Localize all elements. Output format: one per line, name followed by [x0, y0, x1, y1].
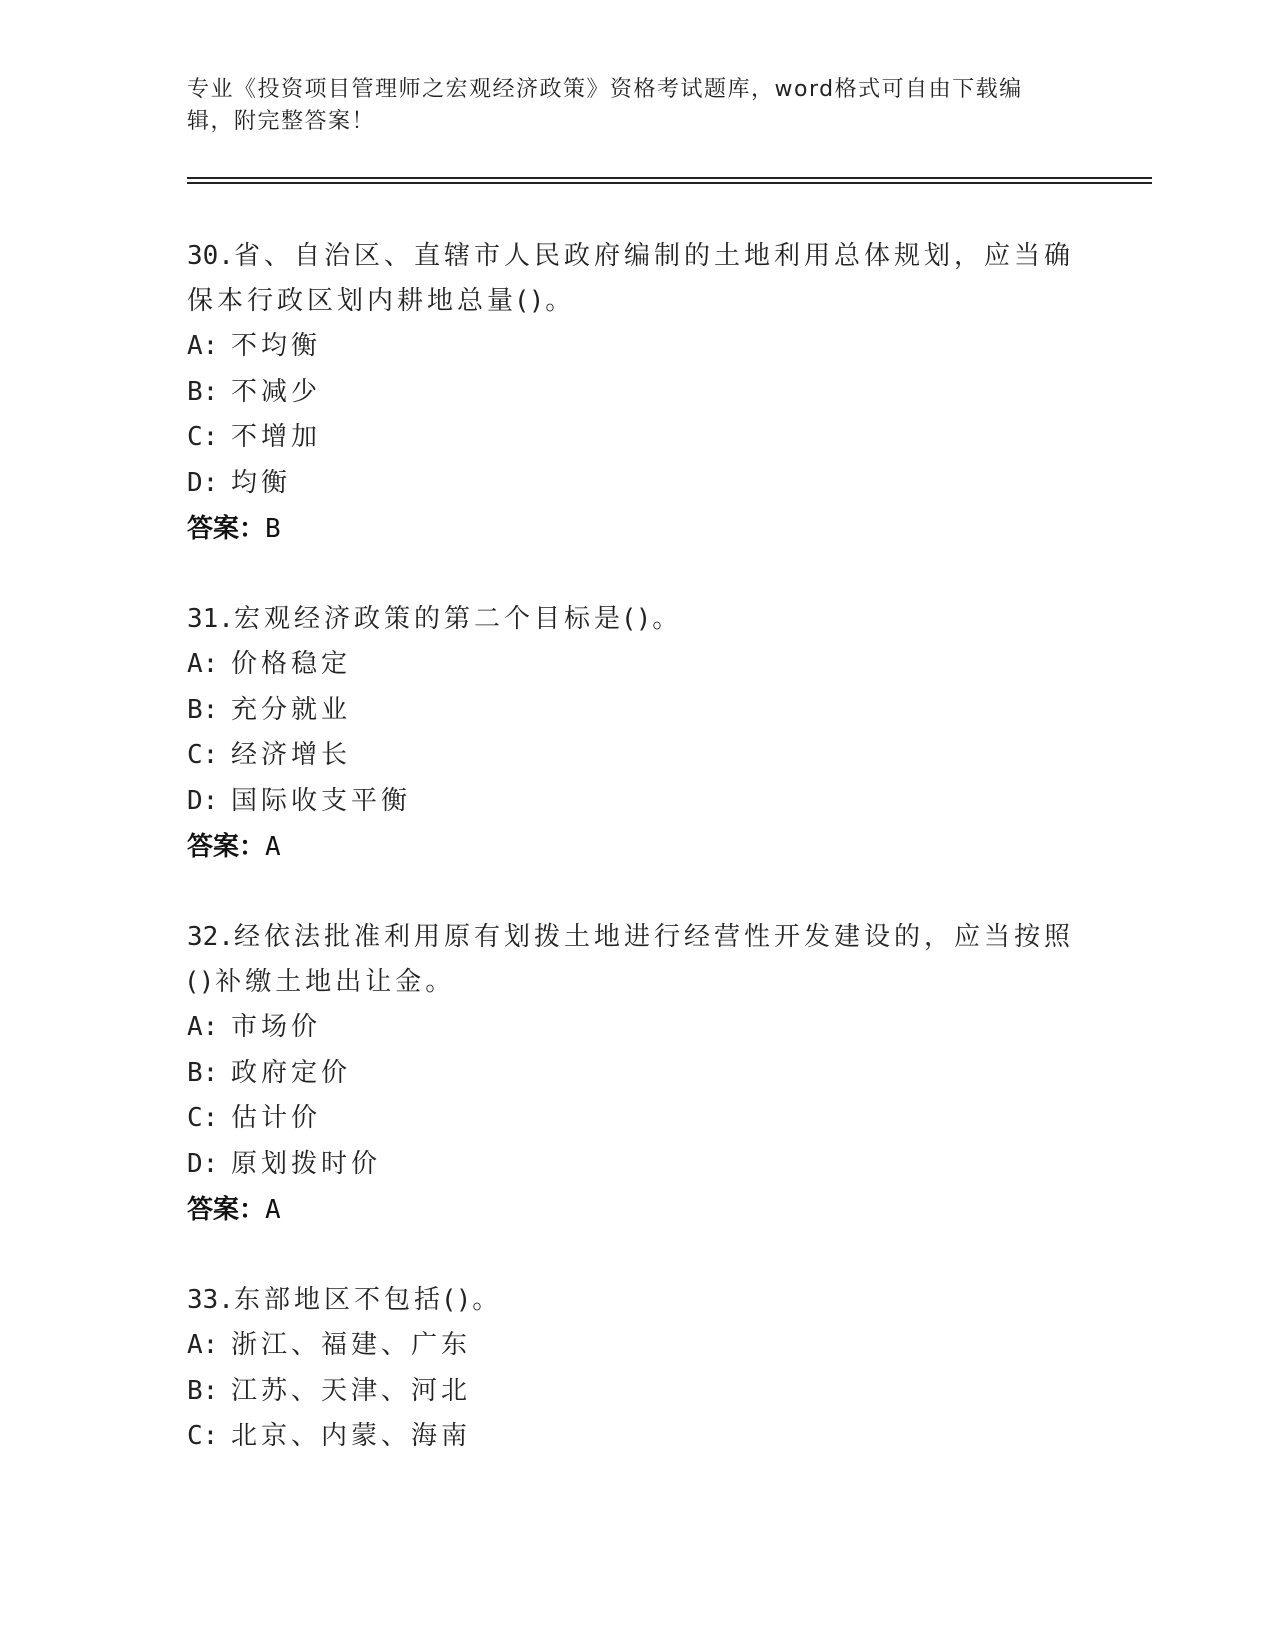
question-text: 经依法批准利用原有划拨土地进行经营性开发建设的，应当按照()补缴土地出让金。: [187, 922, 1074, 997]
option-key: C:: [187, 1421, 219, 1451]
question-stem: [187, 915, 1087, 1005]
question-32: [187, 915, 1087, 1233]
answer-value: B: [265, 514, 281, 544]
option-key: A:: [187, 1012, 219, 1042]
answer-label: 答案：: [187, 1195, 266, 1225]
option-c: [187, 1096, 1087, 1142]
option-text: 市场价: [231, 1012, 322, 1042]
option-key: B:: [187, 1375, 219, 1406]
answer-label: 答案：: [187, 514, 266, 544]
option-text: 北京、内蒙、海南: [231, 1421, 472, 1451]
option-b: [187, 1051, 1087, 1097]
option-text: 江苏、天津、河北: [231, 1375, 472, 1406]
header-rule-bottom: [187, 182, 1152, 184]
option-b: [187, 688, 1087, 734]
option-a: [187, 642, 1087, 688]
answer-line: [187, 1187, 1087, 1233]
option-a: [187, 324, 1087, 370]
option-key: B:: [187, 694, 219, 725]
question-number: 32.: [187, 922, 234, 952]
option-text: 估计价: [231, 1103, 322, 1133]
option-key: B:: [187, 376, 219, 407]
question-number: 31.: [187, 604, 234, 634]
question-number: 33.: [187, 1285, 234, 1315]
option-key: A:: [187, 1330, 219, 1360]
question-stem: [187, 234, 1087, 324]
option-key: D:: [187, 467, 219, 498]
option-text: 不增加: [231, 422, 322, 452]
question-text: 东部地区不包括()。: [233, 1285, 503, 1315]
option-d: [187, 461, 1087, 507]
answer-line: [187, 506, 1087, 552]
question-number: 30.: [187, 241, 234, 271]
option-c: [187, 415, 1087, 461]
question-33: [187, 1278, 1087, 1460]
option-d: [187, 1142, 1087, 1188]
option-a: [187, 1323, 1087, 1369]
option-d: [187, 779, 1087, 825]
option-key: C:: [187, 422, 219, 452]
option-key: D:: [187, 785, 219, 816]
option-key: B:: [187, 1057, 219, 1088]
option-text: 不均衡: [231, 331, 322, 361]
option-a: [187, 1005, 1087, 1051]
question-stem: [187, 597, 1087, 642]
question-30: [187, 234, 1087, 552]
answer-value: A: [265, 1195, 281, 1225]
question-31: [187, 597, 1087, 870]
option-key: A:: [187, 649, 219, 679]
option-key: C:: [187, 740, 219, 770]
answer-line: [187, 824, 1087, 870]
option-c: [187, 1414, 1087, 1460]
option-text: 浙江、福建、广东: [231, 1330, 472, 1360]
option-text: 经济增长: [231, 740, 352, 770]
option-b: [187, 370, 1087, 416]
option-key: D:: [187, 1148, 219, 1179]
option-text: 不减少: [231, 376, 322, 407]
question-stem: [187, 1278, 1087, 1323]
page-header-text: 专业《投资项目管理师之宏观经济政策》资格考试题库，word格式可自由下载编辑，附完整答案！: [187, 77, 1023, 134]
question-text: 宏观经济政策的第二个目标是()。: [233, 604, 683, 634]
option-text: 政府定价: [231, 1057, 352, 1088]
option-text: 原划拨时价: [231, 1148, 382, 1179]
answer-label: 答案：: [187, 832, 266, 862]
option-c: [187, 733, 1087, 779]
question-text: 省、自治区、直辖市人民政府编制的土地利用总体规划，应当确保本行政区划内耕地总量()。: [187, 241, 1074, 316]
option-text: 价格稳定: [231, 649, 352, 679]
question-list: [187, 234, 1087, 1505]
option-key: A:: [187, 331, 219, 361]
option-text: 国际收支平衡: [231, 785, 412, 816]
option-text: 充分就业: [231, 694, 352, 725]
option-text: 均衡: [231, 467, 292, 498]
option-key: C:: [187, 1103, 219, 1133]
answer-value: A: [265, 832, 281, 862]
header-rule-top: [187, 177, 1152, 179]
option-b: [187, 1369, 1087, 1415]
